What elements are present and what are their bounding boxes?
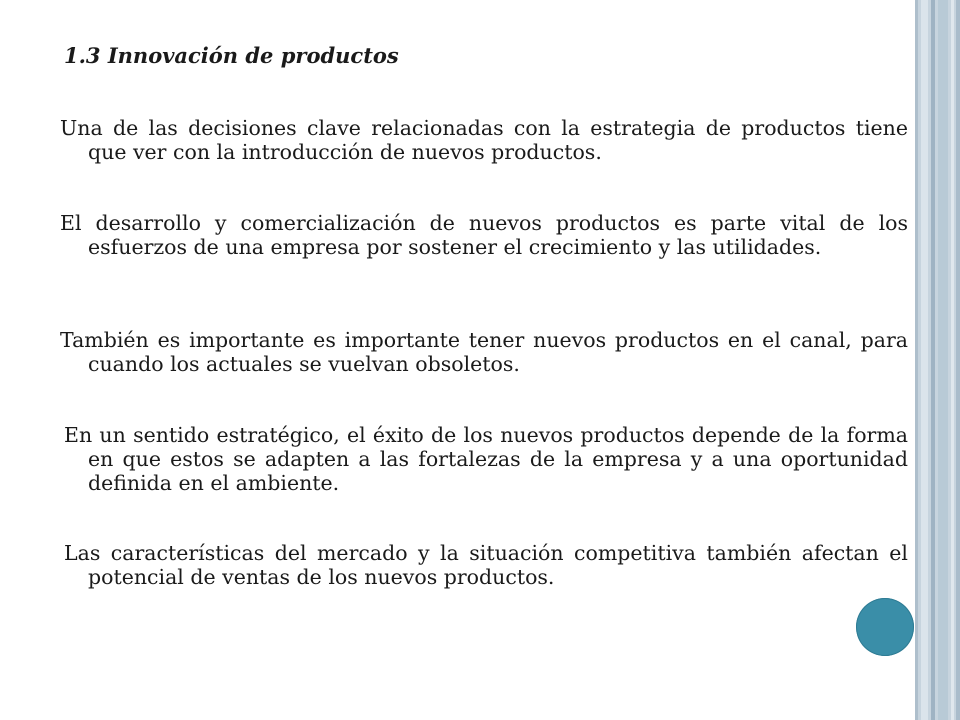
decorative-circle xyxy=(856,598,914,656)
paragraph-4: En un sentido estratégico, el éxito de los nuevos productos depende de la forma en que estos se adapten a las fortalezas de la empresa y a una oportunidad definida en el ambiente. xyxy=(64,423,908,495)
paragraph-1: Una de las decisiones clave relacionadas con la estrategia de productos tiene que ver con la introducción de nuevos productos. xyxy=(60,116,908,164)
paragraph-2: El desarrollo y comercialización de nuevos productos es parte vital de los esfuerzos de una empresa por sostener el crecimiento y las utilidades. xyxy=(60,211,908,259)
border-stripe xyxy=(931,0,935,720)
border-stripe xyxy=(938,0,948,720)
border-stripe xyxy=(951,0,954,720)
border-stripe xyxy=(921,0,928,720)
border-stripe xyxy=(915,0,918,720)
slide-title: 1.3 Innovación de productos xyxy=(64,43,399,68)
paragraph-5: Las características del mercado y la situación competitiva también afectan el potencial de ventas de los nuevos productos. xyxy=(64,541,908,589)
paragraph-3: También es importante es importante tener nuevos productos en el canal, para cuando los actuales se vuelvan obsoletos. xyxy=(60,328,908,376)
border-stripe xyxy=(956,0,960,720)
